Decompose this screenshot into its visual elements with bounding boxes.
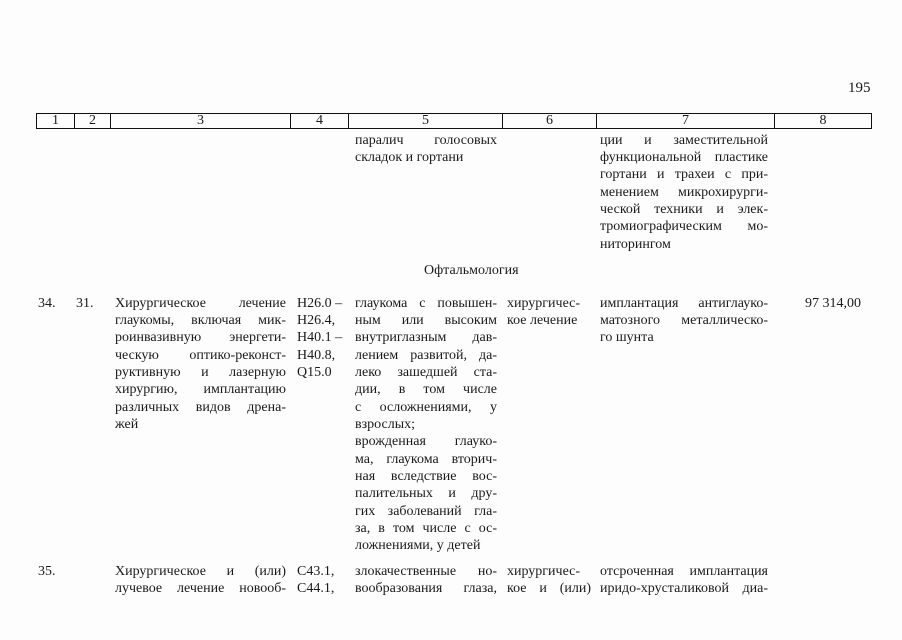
col4-line: H26.0 – — [297, 296, 343, 311]
col7-line: иридо-хрусталиковой диа- — [600, 581, 768, 596]
col5-line: с осложнениями, у — [355, 400, 497, 415]
col5-line: глаукома с повышен- — [355, 296, 497, 311]
col5-line: ным или высоким — [355, 313, 497, 328]
cont-col7-line: ниторингом — [600, 237, 671, 252]
col4-line: C43.1, — [297, 564, 335, 579]
col7-line: отсроченная имплантация — [600, 564, 768, 579]
col3-line: глаукомы, включая мик- — [115, 313, 286, 328]
header-col-2: 2 — [75, 114, 111, 128]
col5-line: лением развитой, да- — [355, 348, 497, 363]
col4-line: H26.4, — [297, 313, 336, 328]
row-number: 34. — [38, 296, 56, 311]
row-subnumber: 31. — [76, 296, 94, 311]
header-col-3: 3 — [111, 114, 291, 128]
col4-line: C44.1, — [297, 581, 335, 596]
col5-line: злокачественные но- — [355, 564, 497, 579]
col5-line: палительных и дру- — [355, 486, 497, 501]
header-col-5: 5 — [349, 114, 503, 128]
col5-line: внутриглазным дав- — [355, 330, 497, 345]
col5-line: леко зашедшей ста- — [355, 365, 497, 380]
table-header — [36, 113, 872, 129]
col5-line: ная вследствие вос- — [355, 469, 497, 484]
col3-line: роинвазивную энергети- — [115, 330, 286, 345]
header-col-4: 4 — [291, 114, 349, 128]
section-title: Офтальмология — [424, 263, 519, 278]
header-col-1: 1 — [37, 114, 75, 128]
cont-col7-line: ческой техники и элек- — [600, 202, 768, 217]
col7-line: матозного металлическо- — [600, 313, 768, 328]
page-number: 195 — [848, 80, 871, 96]
col6-line: кое и (или) — [507, 581, 591, 596]
col5-line: врожденная глауко- — [355, 434, 497, 449]
col3-line: ческую оптико-реконст- — [115, 348, 286, 363]
col5-line: вообразования глаза, — [355, 581, 497, 596]
col4-line: Q15.0 — [297, 365, 332, 380]
header-col-6: 6 — [503, 114, 597, 128]
col3-line: Хирургическое лечение — [115, 296, 286, 311]
col3-line: различных видов дрена- — [115, 400, 286, 415]
col3-line: жей — [115, 417, 139, 432]
col5-line: взрослых; — [355, 417, 415, 432]
col6-line: хирургичес- — [507, 564, 581, 579]
col4-line: H40.8, — [297, 348, 336, 363]
col5-line: гих заболеваний гла- — [355, 504, 497, 519]
col6-line: кое лечение — [507, 313, 578, 328]
col3-line: лучевое лечение новооб- — [115, 581, 286, 596]
col5-line: за, в том числе с ос- — [355, 521, 497, 536]
row-number: 35. — [38, 564, 56, 579]
cont-col7-line: ции и заместительной — [600, 133, 768, 148]
cont-col7-line: гортани и трахеи с при- — [600, 167, 768, 182]
col7-line: го шунта — [600, 330, 654, 345]
col5-line: ложнениями, у детей — [355, 538, 481, 553]
header-col-7: 7 — [597, 114, 775, 128]
col3-line: хирургию, имплантацию — [115, 382, 286, 397]
header-col-8: 8 — [819, 113, 827, 128]
price-value: 97 314,00 — [805, 296, 861, 311]
col3-line: руктивную и лазерную — [115, 365, 286, 380]
col7-line: имплантация антиглауко- — [600, 296, 768, 311]
cont-col7-line: функциональной пластике — [600, 150, 768, 165]
cont-col7-line: тромиографическим мо- — [600, 219, 768, 234]
cont-col5-line: паралич голосовых — [355, 133, 497, 148]
col3-line: Хирургическое и (или) — [115, 564, 286, 579]
cont-col5-line: складок и гортани — [355, 150, 464, 165]
col6-line: хирургичес- — [507, 296, 581, 311]
col5-line: ма, глаукома вторич- — [355, 452, 497, 467]
col4-line: H40.1 – — [297, 330, 343, 345]
cont-col7-line: менением микрохирурги- — [600, 185, 768, 200]
col5-line: дии, в том числе — [355, 382, 497, 397]
